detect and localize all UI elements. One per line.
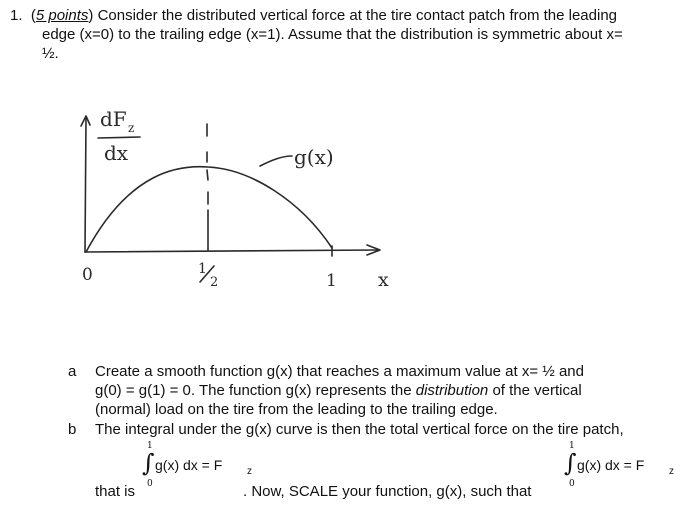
integral-upper-limit: 1 <box>569 441 575 451</box>
g-curve <box>86 167 332 252</box>
part-b-line-1: The integral under the g(x) curve is then the total vertical force on the tire patch, <box>95 421 624 438</box>
integral-body: g(x) dx = F <box>155 457 223 473</box>
curve-label: g(x) <box>294 145 334 169</box>
question-line-2: edge (x=0) to the trailing edge (x=1). Assume that the distribution is symmetric about x= <box>42 26 623 43</box>
part-a-line-3: (normal) load on the tire from the leading to the trailing edge. <box>95 401 498 418</box>
integral-expression-2 <box>560 440 690 500</box>
ylabel-denominator: dx <box>104 141 129 165</box>
part-a-line-1: Create a smooth function g(x) that reaches a maximum value at x= ½ and <box>95 363 584 380</box>
integral-sign: ∫ <box>564 449 577 477</box>
integral-upper-limit: 1 <box>147 441 153 451</box>
tick-zero: 0 <box>82 265 93 285</box>
question-line-3: ½. <box>42 45 59 62</box>
tick-one: 1 <box>326 271 337 291</box>
points-label: 5 points <box>35 7 89 24</box>
now-scale-text: . Now, SCALE your function, g(x), such that <box>243 483 532 500</box>
curve-label-pointer <box>260 156 292 166</box>
part-b-letter: b <box>68 421 77 438</box>
x-axis <box>85 250 378 252</box>
integral-lower-limit: 0 <box>569 479 575 489</box>
integral-sign: ∫ <box>142 449 155 477</box>
that-is-text: that is <box>95 483 136 500</box>
hand-sketch <box>60 100 420 300</box>
part-a-line-2: g(0) = g(1) = 0. The function g(x) represents the distribution of the vertical <box>95 382 582 399</box>
ylabel-fraction-bar <box>98 137 140 138</box>
tick-half-num: 1 <box>198 261 207 277</box>
distribution-emphasis: distribution <box>415 382 489 399</box>
tick-half-den: 2 <box>210 275 219 290</box>
integral-subscript: z <box>247 466 252 477</box>
y-axis <box>85 118 86 252</box>
x-axis-label: x <box>378 269 389 291</box>
integral-lower-limit: 0 <box>147 479 153 489</box>
question-number: 1. <box>10 7 23 24</box>
symmetry-line <box>207 124 208 250</box>
integral-subscript: z <box>669 466 674 477</box>
question-line-1: 1. (5 points) Consider the distributed vertical force at the tire contact patch from the leading <box>10 7 618 24</box>
question-text-1: ) Consider the distributed vertical force at the tire contact patch from the leading <box>88 7 618 24</box>
part-a-letter: a <box>68 363 77 380</box>
ylabel-numerator: dF <box>100 107 127 131</box>
integral-body: g(x) dx = F <box>577 457 645 473</box>
ylabel-subscript: z <box>128 121 135 135</box>
